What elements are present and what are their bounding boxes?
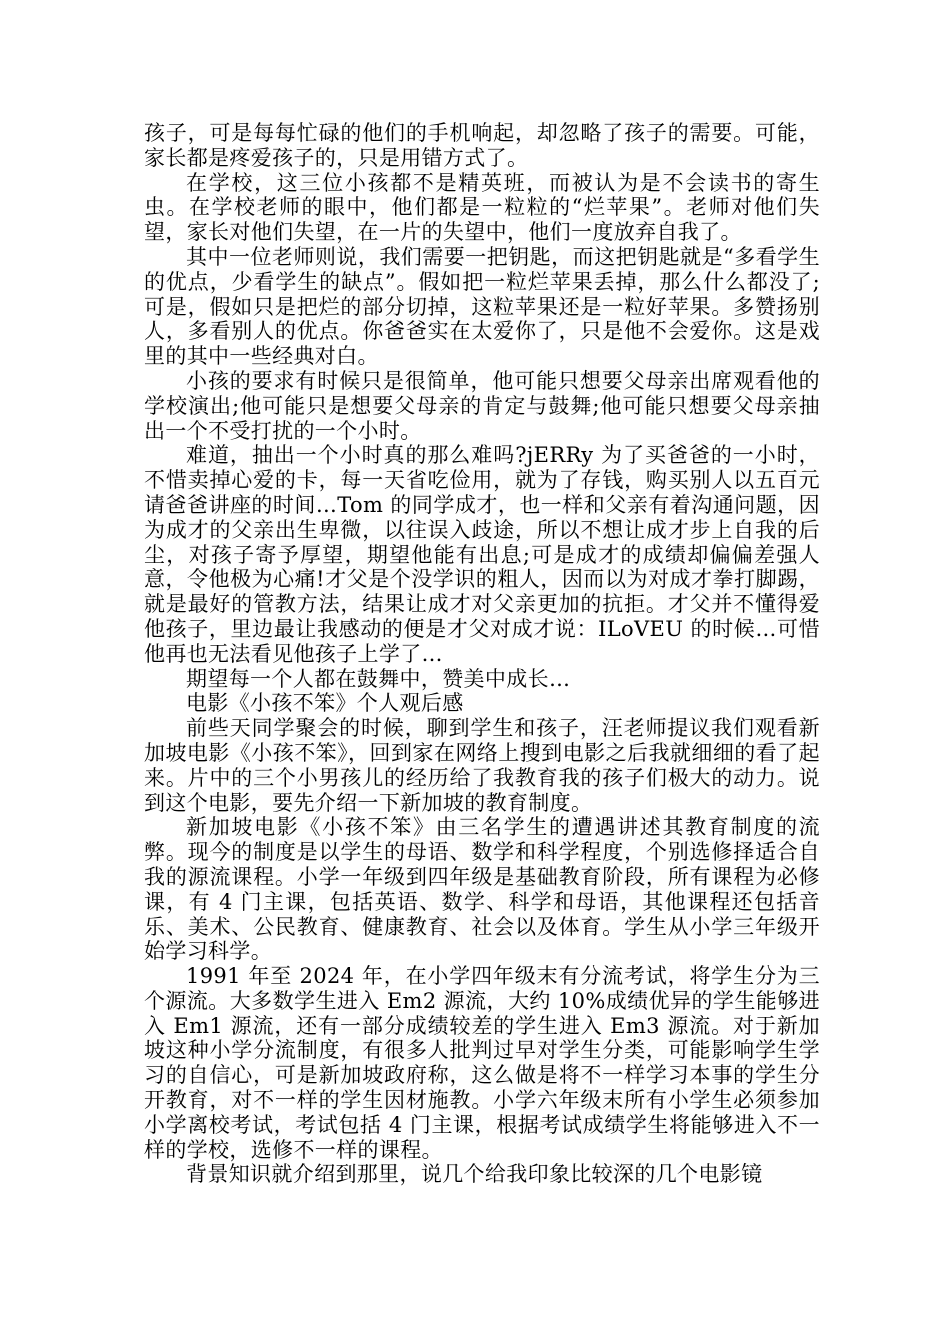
paragraph: 期望每一个人都在鼓舞中，赞美中成长…	[186, 666, 571, 691]
paragraph: 小孩的要求有时候只是很简单，他可能只想要父母亲出席观看他的学校演出;他可能只是想要父母亲的肯定与鼓舞;他可能只想要父母亲抽出一个不受打扰的一个小时。	[144, 368, 820, 443]
paragraph: 1991 年至 2024 年，在小学四年级末有分流考试，将学生分为三个源流。大多数学生进入 Em2 源流，大约 10%成绩优异的学生能够进入 Em1 源流，还有一部分成绩较差的学生进入 Em3 源流。对于新加坡这种小学分流制度，有很多人批判过早对学生分类，可能影响学生学习的自信心，可是新加坡政府称，这么做是将不一样学习本事的学生分开教育，对不一样的学生因材施教。小学六年级末所有小学生必须参加小学离校考试，考试包括 4 门主课，根据考试成绩学生将能够进入不一样的学校，选修不一样的课程。	[144, 964, 820, 1162]
paragraph: 孩子，可是每每忙碌的他们的手机响起，却忽略了孩子的需要。可能，家长都是疼爱孩子的，只是用错方式了。	[144, 121, 820, 170]
paragraph: 背景知识就介绍到那里，说几个给我印象比较深的几个电影镜	[186, 1162, 763, 1187]
section-heading: 电影《小孩不笨》个人观后感	[186, 691, 464, 716]
paragraph: 在学校，这三位小孩都不是精英班，而被认为是不会读书的寄生虫。在学校老师的眼中，他们都是一粒粒的“烂苹果”。老师对他们失望，家长对他们失望，在一片的失望中，他们一度放弃自我了。	[144, 170, 820, 245]
paragraph: 其中一位老师则说，我们需要一把钥匙，而这把钥匙就是“多看学生的优点，少看学生的缺点”。假如把一粒烂苹果丢掉，那么什么都没了;可是，假如只是把烂的部分切掉，这粒苹果还是一粒好苹果。多赞扬别人，多看别人的优点。你爸爸实在太爱你了，只是他不会爱你。这是戏里的其中一些经典对白。	[144, 244, 820, 369]
paragraph: 难道，抽出一个小时真的那么难吗?jERRy 为了买爸爸的一小时，不惜卖掉心爱的卡，每一天省吃俭用，就为了存钱，购买别人以五百元请爸爸讲座的时间…Tom 的同学成才，也一样和父亲有着沟通问题，因为成才的父亲出生卑微，以往误入歧途，所以不想让成才步上自我的后尘，对孩子寄予厚望，期望他能有出息;可是成才的成绩却偏偏差强人意，令他极为心痛!才父是个没学识的粗人，因而以为对成才拳打脚踢，就是最好的管教方法，结果让成才对父亲更加的抗拒。才父并不懂得爱他孩子，里边最让我感动的便是才父对成才说：ILoVEU 的时候…可惜他再也无法看见他孩子上学了…	[144, 443, 820, 666]
paragraph: 前些天同学聚会的时候，聊到学生和孩子，汪老师提议我们观看新加坡电影《小孩不笨》，回到家在网络上搜到电影之后我就细细的看了起来。片中的三个小男孩儿的经历给了我教育我的孩子们极大的动力。说到这个电影，要先介绍一下新加坡的教育制度。	[144, 716, 820, 815]
paragraph: 新加坡电影《小孩不笨》由三名学生的遭遇讲述其教育制度的流弊。现今的制度是以学生的母语、数学和科学程度，个别选修择适合自我的源流课程。小学一年级到四年级是基础教育阶段，所有课程为必修课，有 4 门主课，包括英语、数学、科学和母语，其他课程还包括音乐、美术、公民教育、健康教育、社会以及体育。学生从小学三年级开始学习科学。	[144, 815, 820, 964]
document-page	[144, 121, 820, 1187]
